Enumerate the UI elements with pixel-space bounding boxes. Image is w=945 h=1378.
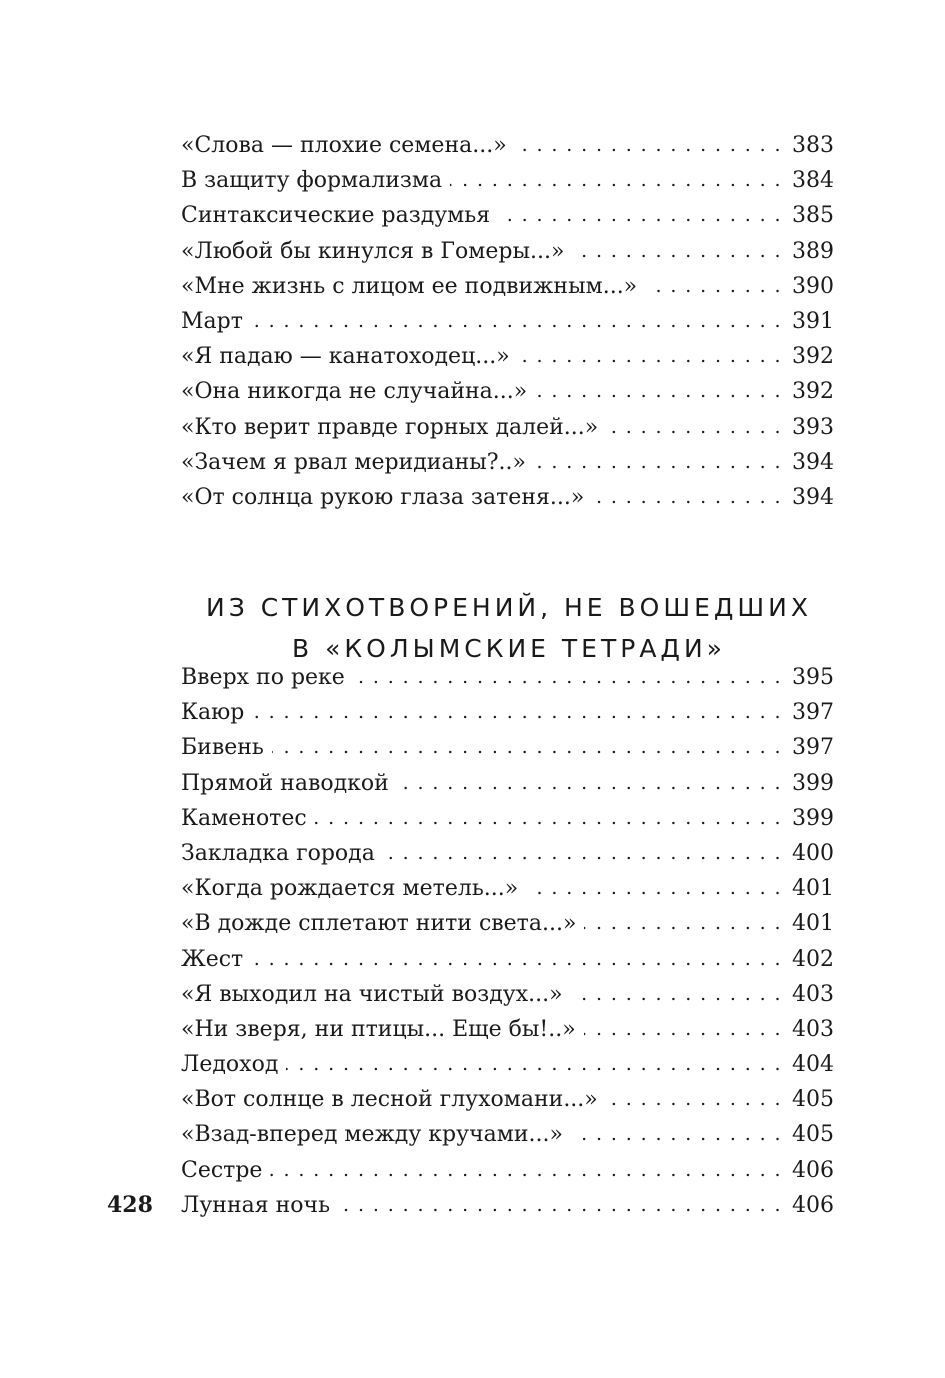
toc-entry [181, 198, 834, 233]
toc-entry [181, 1188, 834, 1223]
toc-entry-page: 394 [792, 449, 834, 475]
toc-entry-title: «Вот солнце в лесной глухомани...» [181, 1087, 598, 1113]
section-heading [150, 587, 868, 669]
toc-entry [181, 1153, 834, 1188]
dot-leader [584, 1012, 782, 1047]
toc-entry-title: Вверх по реке [181, 665, 345, 690]
toc-entry-title: Лунная ночь [181, 1192, 331, 1218]
toc-entry-title: «Я падаю — канатоходец...» [181, 344, 510, 370]
toc-entry-title: «Зачем я рвал меридианы?..» [181, 449, 526, 475]
toc-entry-page: 391 [792, 308, 834, 334]
toc-entry-page: 394 [792, 484, 834, 510]
section-heading-line-2: В «КОЛЫМСКИЕ ТЕТРАДИ» [292, 633, 726, 663]
dot-leader [315, 801, 782, 836]
toc-entry [181, 1012, 834, 1047]
toc-entry-title: «Кто верит правде горных далей...» [181, 414, 599, 440]
toc-entry-page: 389 [792, 238, 834, 264]
dot-leader [572, 234, 782, 269]
dot-leader [353, 660, 782, 695]
toc-entry [181, 374, 834, 409]
dot-leader [270, 1153, 782, 1188]
toc-entry-page: 392 [792, 379, 834, 405]
toc-entry [181, 410, 834, 445]
toc-entry [181, 836, 834, 871]
toc-entry-page: 400 [792, 840, 834, 866]
toc-entry-title: «Слова — плохие семена...» [181, 133, 507, 158]
toc-entry [181, 1082, 834, 1117]
toc-section-1 [181, 128, 834, 515]
toc-section-2 [181, 660, 834, 1223]
dot-leader [518, 339, 782, 374]
toc-entry-title: Закладка города [181, 840, 375, 866]
toc-entry-page: 390 [792, 273, 834, 299]
dot-leader [397, 766, 782, 801]
dot-leader [571, 977, 782, 1012]
toc-entry [181, 304, 834, 339]
toc-entry-title: «Когда рождается метель...» [181, 876, 519, 902]
toc-entry-page: 395 [792, 665, 834, 690]
dot-leader [534, 445, 782, 480]
toc-entry [181, 942, 834, 977]
toc-entry-title: «Ни зверя, ни птицы... Еще бы!..» [181, 1016, 576, 1042]
toc-entry-page: 405 [792, 1122, 834, 1148]
toc-entry [181, 977, 834, 1012]
toc-entry [181, 906, 834, 941]
toc-entry [181, 1117, 834, 1152]
toc-entry [181, 445, 834, 480]
toc-entry-page: 406 [792, 1192, 834, 1218]
toc-entry-title: В защиту формализма [181, 168, 443, 194]
dot-leader [383, 836, 782, 871]
toc-entry-title: Жест [181, 946, 244, 972]
toc-entry-page: 397 [792, 700, 834, 726]
dot-leader [515, 128, 782, 163]
toc-entry-title: «От солнца рукою глаза затеня...» [181, 484, 585, 510]
toc-entry [181, 480, 834, 515]
toc-entry-page: 399 [792, 770, 834, 796]
toc-entry-page: 393 [792, 414, 834, 440]
toc-entry-page: 403 [792, 981, 834, 1007]
dot-leader [286, 1047, 782, 1082]
page-number: 428 [107, 1192, 153, 1218]
dot-leader [251, 304, 782, 339]
toc-entry-title: Каюр [181, 700, 245, 726]
toc-entry-page: 404 [792, 1052, 834, 1078]
toc-entry [181, 234, 834, 269]
toc-entry-title: Ледоход [181, 1052, 279, 1078]
dot-leader [338, 1188, 782, 1223]
toc-entry-title: Каменотес [181, 805, 307, 831]
dot-leader [606, 410, 782, 445]
toc-entry [181, 766, 834, 801]
dot-leader [498, 198, 782, 233]
toc-entry-title: «В дожде сплетают нити света...» [181, 911, 577, 937]
toc-entry-page: 397 [792, 735, 834, 761]
toc-entry [181, 730, 834, 765]
dot-leader [526, 871, 782, 906]
toc-entry-page: 405 [792, 1087, 834, 1113]
toc-entry-page: 384 [792, 168, 834, 194]
toc-entry-title: «Взад-вперед между кручами...» [181, 1122, 563, 1148]
toc-entry-page: 402 [792, 946, 834, 972]
toc-entry-page: 399 [792, 805, 834, 831]
toc-entry [181, 269, 834, 304]
toc-entry-title: Бивень [181, 735, 264, 761]
toc-entry-page: 383 [792, 133, 834, 158]
toc-entry-title: Сестре [181, 1157, 263, 1183]
toc-entry-page: 392 [792, 344, 834, 370]
toc-entry-title: «Она никогда не случайна...» [181, 379, 528, 405]
toc-entry-title: Март [181, 308, 243, 334]
toc-entry-title: «Любой бы кинулся в Гомеры...» [181, 238, 565, 264]
dot-leader [535, 374, 782, 409]
toc-entry [181, 339, 834, 374]
toc-entry-page: 385 [792, 203, 834, 229]
dot-leader [584, 906, 782, 941]
dot-leader [252, 695, 782, 730]
toc-entry-title: «Мне жизнь с лицом ее подвижным...» [181, 273, 638, 299]
toc-entry [181, 163, 834, 198]
toc-entry-page: 401 [792, 911, 834, 937]
dot-leader [645, 269, 782, 304]
dot-leader [571, 1117, 782, 1152]
toc-entry [181, 660, 834, 695]
dot-leader [251, 942, 782, 977]
toc-entry-title: Прямой наводкой [181, 770, 389, 796]
toc-entry-page: 406 [792, 1157, 834, 1183]
toc-entry [181, 1047, 834, 1082]
section-heading-line-1: ИЗ СТИХОТВОРЕНИЙ, НЕ ВОШЕДШИХ [206, 592, 812, 622]
toc-entry [181, 128, 834, 163]
dot-leader [450, 163, 782, 198]
dot-leader [592, 480, 782, 515]
dot-leader [272, 730, 782, 765]
dot-leader [606, 1082, 782, 1117]
toc-entry-title: Синтаксические раздумья [181, 203, 491, 229]
toc-entry [181, 871, 834, 906]
toc-entry-title: «Я выходил на чистый воздух...» [181, 981, 563, 1007]
toc-entry-page: 401 [792, 876, 834, 902]
toc-entry [181, 695, 834, 730]
toc-entry [181, 801, 834, 836]
toc-entry-page: 403 [792, 1016, 834, 1042]
